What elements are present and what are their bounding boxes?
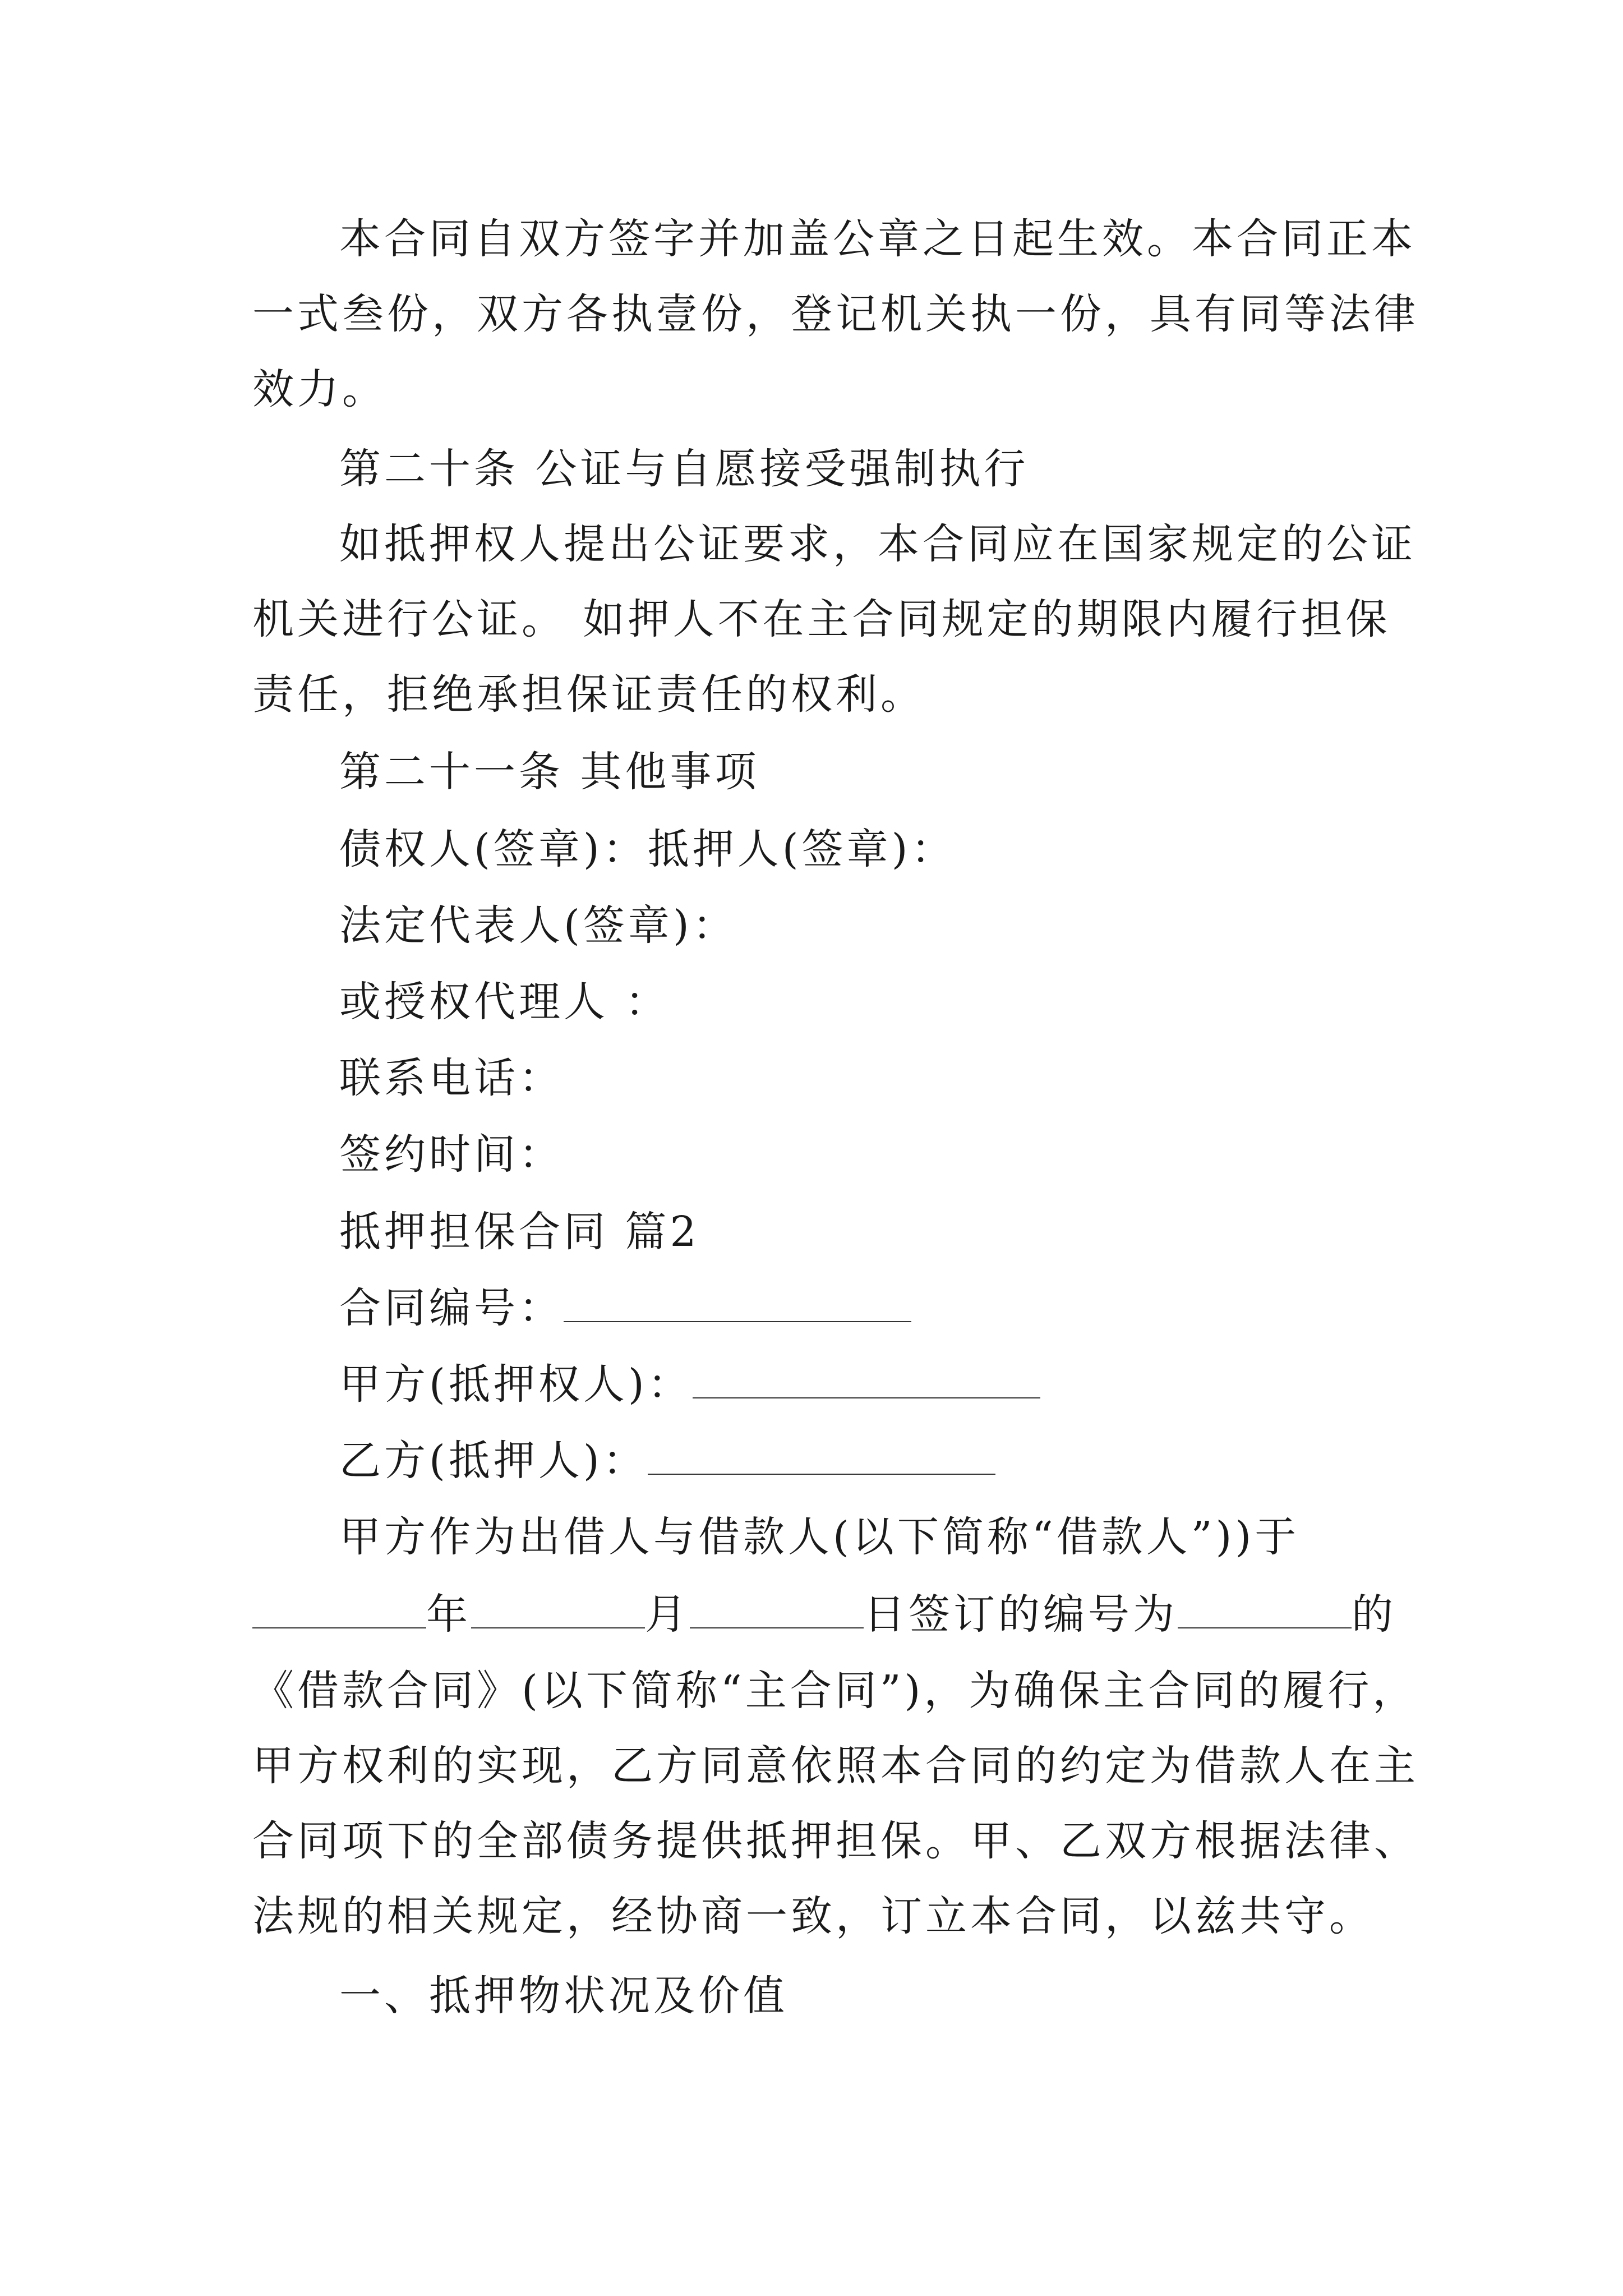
day-signed-label: 日签订的编号为 bbox=[864, 1590, 1178, 1639]
day-blank bbox=[690, 1588, 864, 1628]
paragraph-line: 责任，拒绝承担保证责任的权利。 bbox=[252, 670, 925, 719]
signature-line: 或授权代理人 ： bbox=[339, 978, 670, 1026]
paragraph-line: 《借款合同》(以下简称“主合同”)，为确保主合同的履行， bbox=[252, 1667, 1418, 1715]
section-heading: 一、抵押物状况及价值 bbox=[339, 1972, 788, 2020]
paragraph-line: 甲方作为出借人与借款人(以下简称“借款人”))于 bbox=[339, 1513, 1300, 1561]
signature-line: 联系电话： bbox=[339, 1054, 564, 1102]
paragraph-line: 合同项下的全部债务提供抵押担保。甲、乙双方根据法律、 bbox=[252, 1817, 1419, 1865]
signature-line: 签约时间： bbox=[339, 1130, 564, 1179]
party-a-row bbox=[339, 1358, 1040, 1411]
paragraph-line: 效力。 bbox=[252, 365, 387, 413]
contract-number-row bbox=[339, 1281, 911, 1335]
month-label: 月 bbox=[645, 1590, 690, 1639]
year-label: 年 bbox=[426, 1590, 471, 1639]
paragraph-line: 本合同自双方签字并加盖公章之日起生效。本合同正本 bbox=[339, 215, 1416, 263]
date-line bbox=[252, 1588, 1396, 1641]
party-b-label: 乙方(抵押人)： bbox=[339, 1437, 648, 1485]
paragraph-line: 甲方权利的实现，乙方同意依照本合同的约定为借款人在主 bbox=[252, 1742, 1419, 1790]
contract-title: 抵押担保合同 篇2 bbox=[339, 1208, 700, 1256]
party-b-blank bbox=[648, 1434, 995, 1475]
paragraph-line: 一式叁份，双方各执壹份，登记机关执一份，具有同等法律 bbox=[252, 290, 1419, 338]
paragraph-line: 机关进行公证。 如押人不在主合同规定的期限内履行担保 bbox=[252, 595, 1391, 643]
number-blank bbox=[1178, 1588, 1352, 1628]
signature-line: 债权人(签章)：抵押人(签章)： bbox=[339, 825, 956, 873]
party-a-label: 甲方(抵押权人)： bbox=[339, 1360, 693, 1409]
paragraph-line: 法规的相关规定，经协商一致，订立本合同，以兹共守。 bbox=[252, 1892, 1374, 1940]
article-heading: 第二十一条 其他事项 bbox=[339, 748, 760, 796]
contract-number-label: 合同编号： bbox=[339, 1284, 564, 1332]
article-heading: 第二十条 公证与自愿接受强制执行 bbox=[339, 445, 1029, 493]
party-a-blank bbox=[693, 1358, 1040, 1398]
year-blank bbox=[252, 1588, 426, 1628]
party-b-row bbox=[339, 1434, 995, 1488]
contract-number-blank bbox=[564, 1282, 911, 1322]
of-label: 的 bbox=[1352, 1590, 1396, 1639]
month-blank bbox=[471, 1588, 645, 1628]
paragraph-line: 如抵押权人提出公证要求，本合同应在国家规定的公证 bbox=[339, 520, 1416, 568]
signature-line: 法定代表人(签章)： bbox=[339, 901, 737, 950]
